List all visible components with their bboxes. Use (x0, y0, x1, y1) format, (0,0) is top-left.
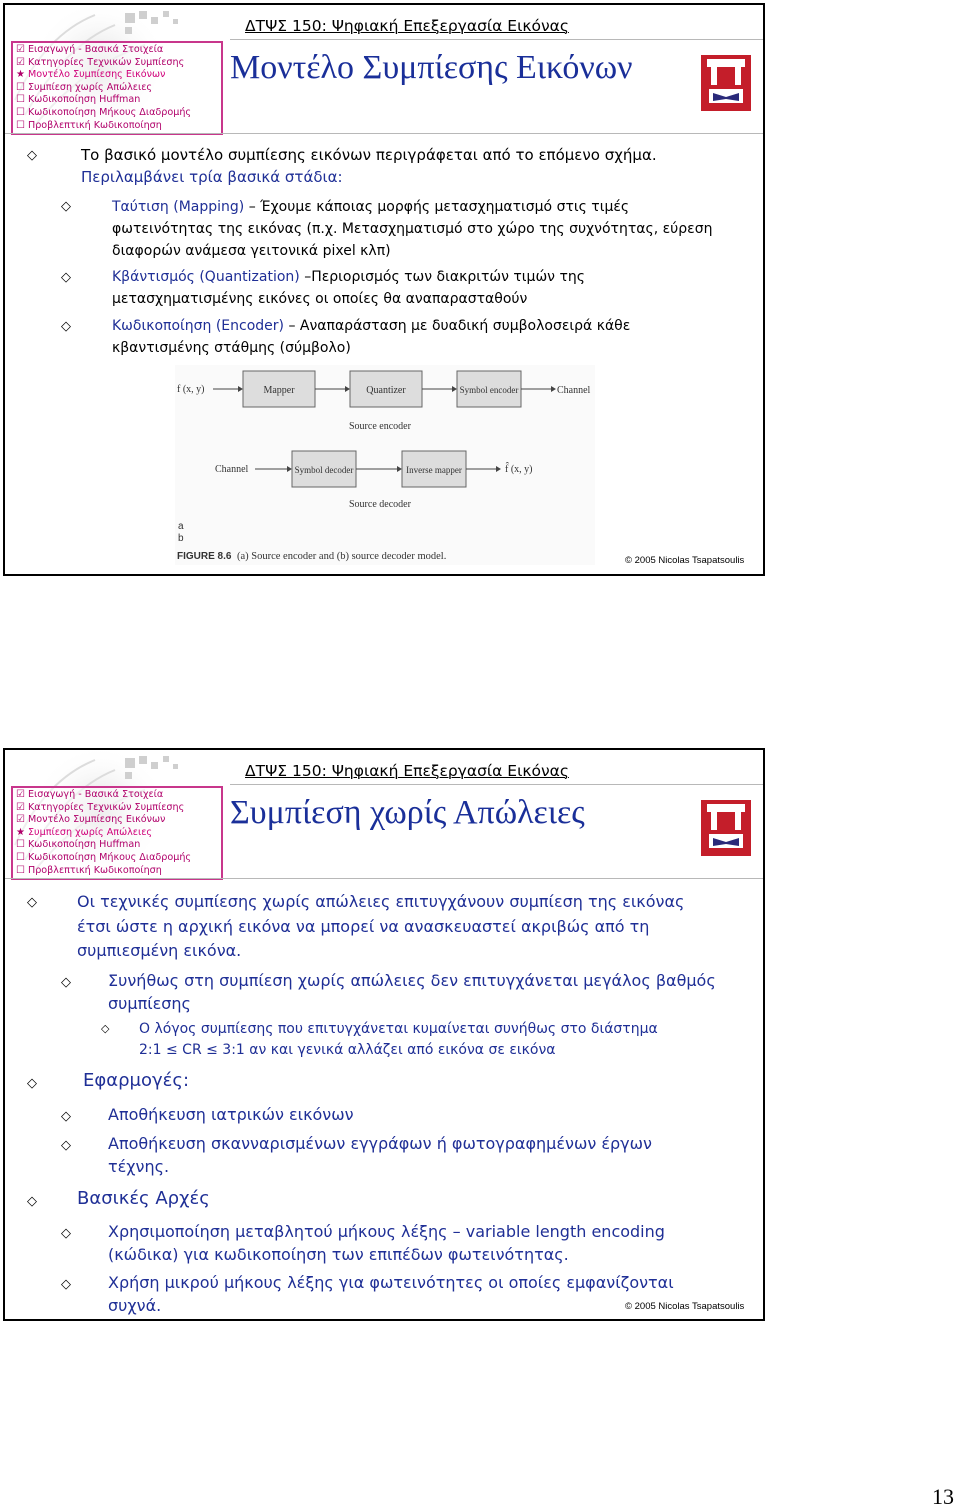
nav-item-current[interactable] (16, 827, 218, 840)
intro-paragraph (81, 144, 657, 188)
stage-desc: διαφορών ανάμεσα γειτονικά pixel κλπ) (112, 243, 391, 259)
stage-desc: –Περιορισμός των διακριτών τιμών της (299, 269, 585, 285)
nav-item[interactable] (16, 814, 218, 827)
header-bottom-rule (5, 878, 763, 879)
application-item (108, 1104, 354, 1127)
nav-item[interactable] (16, 789, 218, 802)
text-line: Αποθήκευση σκανναρισμένων εγγράφων ή φωτογραφημένων έργων (108, 1134, 652, 1153)
nav-item[interactable] (16, 120, 218, 133)
fig-quantizer: Quantizer (366, 385, 406, 396)
star-icon: ★ (16, 826, 25, 838)
nav-item[interactable] (16, 57, 218, 70)
nav-label: Μοντέλο Συμπίεσης Εικόνων (28, 69, 166, 81)
stage-term: Ταύτιση (Mapping) (112, 199, 245, 215)
course-title: ΔΤΨΣ 150: Ψηφιακή Επεξεργασία Εικόνας (245, 17, 569, 35)
text-line: συχνά. (108, 1295, 162, 1315)
fig-channel-in: Channel (215, 464, 249, 475)
applications-heading: Εφαρμογές: (83, 1070, 190, 1091)
text-line: Χρήση μικρού μήκους λέξης για φωτεινότητες οι οποίες εμφανίζονται (108, 1273, 674, 1292)
lossless-ratio-note (108, 970, 716, 1015)
nav-label: Προβλεπτική Κωδικοποίηση (28, 119, 162, 131)
fig-input-label: f (x, y) (177, 384, 205, 395)
stage-desc: – Έχουμε κάποιας μορφής μετασχηματισμό στις τιμές (244, 199, 630, 215)
text-line: συμπιεσμένη εικόνα. (77, 941, 242, 960)
text-line: Συνήθως στη συμπίεση χωρίς απώλειες δεν επιτυγχάνεται μεγάλος βαθμός (108, 971, 716, 990)
bullet-diamond-icon: ◇ (61, 270, 71, 285)
checkbox-icon: ☑ (16, 789, 25, 800)
fig-output-label: f̂ (x, y) (505, 464, 533, 475)
checkbox-icon: ☐ (16, 864, 25, 876)
nav-item[interactable] (16, 82, 218, 95)
checkbox-icon: ☑ (16, 814, 25, 826)
intro-line: Το βασικό μοντέλο συμπίεσης εικόνων περιγράφεται από το επόμενο σχήμα. (81, 146, 657, 164)
fig-mapper: Mapper (263, 385, 295, 396)
bullet-diamond-icon: ◇ (27, 1076, 37, 1091)
stage-item-encoder (112, 315, 630, 359)
lossless-definition (77, 890, 684, 964)
compression-ratio-range (139, 1019, 658, 1060)
nav-item[interactable] (16, 865, 218, 878)
fig-source-decoder-label: Source decoder (349, 499, 411, 510)
checkbox-icon: ☐ (16, 106, 25, 118)
stage-term: Κβάντισμός (Quantization) (112, 269, 300, 285)
university-logo-icon (699, 798, 753, 858)
slide-model (3, 3, 765, 576)
nav-label: Κωδικοποίηση Μήκους Διαδρομής (28, 106, 192, 118)
checkbox-icon: ☐ (16, 81, 25, 93)
section-nav (11, 41, 223, 135)
nav-label: Προβλεπτική Κωδικοποίηση (28, 864, 162, 876)
fig-inverse-mapper: Inverse mapper (406, 465, 462, 475)
bullet-diamond-icon: ◇ (61, 1226, 71, 1241)
bullet-diamond-icon: ◇ (61, 975, 71, 990)
stage-desc: μετασχηματισμένης εικόνες οι οποίες θα αναπαρασταθούν (112, 291, 528, 307)
header-rule (230, 784, 763, 785)
nav-item[interactable] (16, 839, 218, 852)
nav-item-current[interactable] (16, 69, 218, 82)
nav-label: Μοντέλο Συμπίεσης Εικόνων (28, 814, 166, 826)
nav-item[interactable] (16, 107, 218, 120)
slide-lossless (3, 748, 765, 1321)
section-nav (11, 786, 223, 880)
nav-label: Συμπίεση χωρίς Απώλειες (28, 81, 153, 93)
checkbox-icon: ☑ (16, 44, 25, 55)
university-logo-icon (699, 53, 753, 113)
checkbox-icon: ☐ (16, 94, 25, 106)
header-bottom-rule (5, 133, 763, 134)
principles-heading: Βασικές Αρχές (77, 1188, 210, 1209)
principle-item (108, 1272, 674, 1317)
slide-title: Μοντέλο Συμπίεσης Εικόνων (230, 49, 633, 86)
principle-item (108, 1221, 665, 1266)
stage-desc: φωτεινότητας της εικόνας (π.χ. Μετασχηματισμό στο χώρο της συχνότητας, εύρεση (112, 221, 713, 237)
text-line: Χρησιμοποίηση μεταβλητού μήκους λέξης – variable length encoding (108, 1222, 665, 1241)
checkbox-icon: ☐ (16, 851, 25, 863)
text-line: Αποθήκευση ιατρικών εικόνων (108, 1105, 354, 1124)
nav-label: Κωδικοποίηση Huffman (28, 94, 141, 106)
fig-panel-b: b (178, 533, 184, 544)
nav-item[interactable] (16, 94, 218, 107)
fig-panel-a: a (178, 521, 184, 532)
bullet-diamond-icon: ◇ (101, 1022, 110, 1035)
checkbox-icon: ☑ (16, 801, 25, 813)
stage-desc: κβαντισμένης στάθμης (σύμβολο) (112, 340, 351, 356)
nav-item[interactable] (16, 852, 218, 865)
encoder-decoder-figure (175, 365, 595, 565)
bullet-diamond-icon: ◇ (27, 895, 37, 910)
intro-line: Περιλαμβάνει τρία βασικά στάδια: (81, 168, 343, 186)
fig-caption: (a) Source encoder and (b) source decoder model. (237, 551, 447, 562)
text-line: Οι τεχνικές συμπίεσης χωρίς απώλειες επιτυγχάνουν συμπίεση της εικόνας (77, 892, 685, 911)
checkbox-icon: ☐ (16, 119, 25, 131)
checkbox-icon: ☐ (16, 839, 25, 851)
text-line: 2:1 ≤ CR ≤ 3:1 αν και γενικά αλλάζει από εικόνα σε εικόνα (139, 1041, 556, 1058)
fig-symbol-decoder: Symbol decoder (294, 465, 354, 475)
copyright: © 2005 Nicolas Tsapatsoulis (625, 555, 745, 566)
nav-label: Εισαγωγή - Βασικά Στοιχεία (28, 44, 164, 55)
header-rule (230, 39, 763, 40)
text-line: έτσι ώστε η αρχική εικόνα να μπορεί να ανασκευαστεί ακριβώς από τη (77, 916, 650, 936)
nav-label: Κωδικοποίηση Μήκους Διαδρομής (28, 851, 192, 863)
copyright: © 2005 Nicolas Tsapatsoulis (625, 1301, 745, 1312)
bullet-diamond-icon: ◇ (27, 1194, 37, 1209)
nav-label: Εισαγωγή - Βασικά Στοιχεία (28, 789, 164, 800)
checkbox-icon: ☑ (16, 56, 25, 68)
stage-desc: – Αναπαράσταση με δυαδική συμβολοσειρά κάθε (284, 318, 631, 334)
text-line: συμπίεσης (108, 993, 191, 1013)
bullet-diamond-icon: ◇ (61, 1277, 71, 1292)
star-icon: ★ (16, 69, 25, 81)
nav-label: Κωδικοποίηση Huffman (28, 839, 141, 851)
nav-label: Κατηγορίες Τεχνικών Συμπίεσης (28, 801, 185, 813)
fig-channel-out: Channel (557, 385, 591, 396)
stage-item-quantization (112, 266, 585, 310)
nav-label: Συμπίεση χωρίς Απώλειες (28, 826, 153, 838)
fig-caption-label: FIGURE 8.6 (177, 551, 232, 562)
slide-title: Συμπίεση χωρίς Απώλειες (230, 794, 585, 831)
nav-label: Κατηγορίες Τεχνικών Συμπίεσης (28, 56, 185, 68)
page-number: 13 (932, 1484, 954, 1509)
bullet-diamond-icon: ◇ (27, 148, 37, 163)
bullet-diamond-icon: ◇ (61, 1109, 71, 1124)
application-item (108, 1133, 652, 1178)
bullet-diamond-icon: ◇ (61, 319, 71, 334)
course-title: ΔΤΨΣ 150: Ψηφιακή Επεξεργασία Εικόνας (245, 762, 569, 780)
bullet-diamond-icon: ◇ (61, 1138, 71, 1153)
stage-term: Κωδικοποίηση (Encoder) (112, 318, 284, 334)
nav-item[interactable] (16, 802, 218, 815)
stage-item-mapping (112, 196, 712, 262)
nav-item[interactable] (16, 44, 218, 57)
text-line: τέχνης. (108, 1156, 170, 1176)
text-line: (κώδικα) για κωδικοποίηση των επιπέδων φωτεινότητας. (108, 1244, 569, 1264)
bullet-diamond-icon: ◇ (61, 199, 71, 214)
text-line: Ο λόγος συμπίεσης που επιτυγχάνεται κυμαίνεται συνήθως στο διάστημα (139, 1021, 658, 1037)
fig-source-encoder-label: Source encoder (349, 421, 411, 432)
fig-symbol-encoder: Symbol encoder (459, 385, 519, 395)
